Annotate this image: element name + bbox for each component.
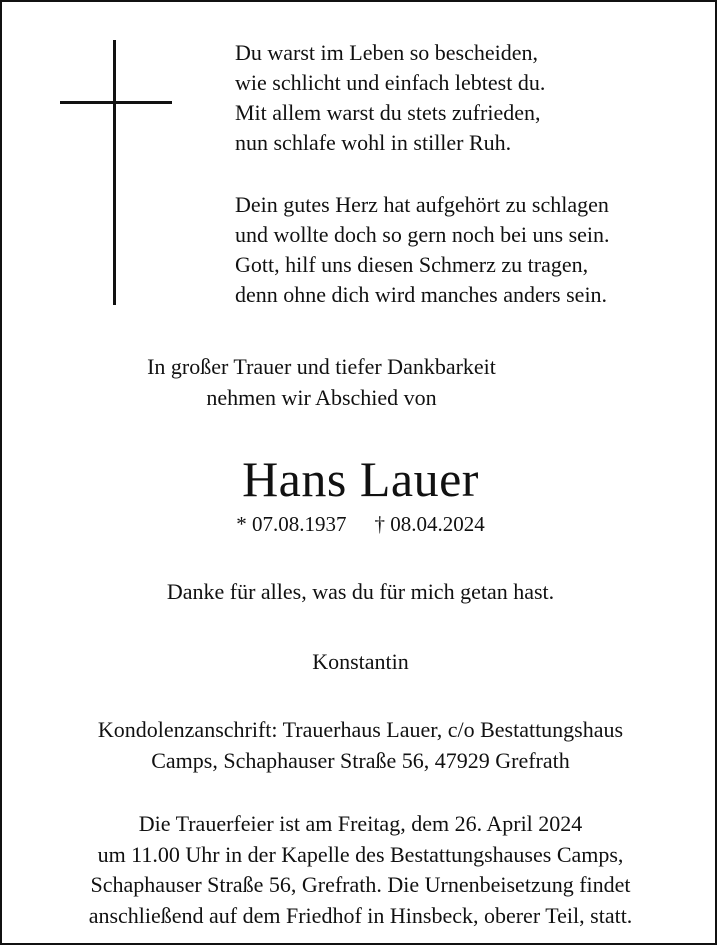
address-line: Kondolenzanschrift: Trauerhaus Lauer, c/o Bestattungshaus [97, 717, 624, 742]
signer-name: Konstantin [312, 649, 409, 674]
poem-line: wie schlicht und einfach lebtest du. [235, 70, 546, 95]
service-line: Die Trauerfeier ist am Freitag, dem 26. April 2024 [138, 811, 583, 836]
cross-horizontal-bar [60, 101, 172, 104]
deceased-name: Hans Lauer [242, 451, 479, 507]
service-details [2, 809, 717, 931]
service-line: um 11.00 Uhr in der Kapelle des Bestattungshauses Camps, [97, 841, 624, 867]
poem-line: Dein gutes Herz hat aufgehört zu schlagen [235, 192, 609, 217]
cross-vertical-bar [113, 40, 116, 305]
intro-line: In großer Trauer und tiefer Dankbarkeit [147, 354, 496, 379]
address-line: Camps, Schaphauser Straße 56, 47929 Grefrath [151, 748, 570, 773]
poem-line: Mit allem warst du stets zufrieden, [235, 100, 541, 125]
condolence-address [2, 714, 717, 776]
poem-line: denn ohne dich wird manches anders sein. [235, 282, 608, 307]
poem-line: und wollte doch so gern noch bei uns sein. [235, 222, 610, 247]
poem-line: Du warst im Leben so bescheiden, [235, 40, 539, 65]
service-line: Schaphauser Straße 56, Grefrath. Die Urnenbeisetzung findet [90, 872, 631, 897]
cross-icon [60, 40, 172, 305]
life-dates [2, 510, 717, 538]
thanks-line: Danke für alles, was du für mich getan hast. [166, 579, 555, 604]
death-date: † 08.04.2024 [374, 512, 485, 536]
poem-line: Gott, hilf uns diesen Schmerz zu tragen, [235, 252, 589, 277]
service-line: anschließend auf dem Friedhof in Hinsbeck, oberer Teil, statt. [88, 902, 633, 928]
poem-stanza-1 [235, 38, 705, 158]
poem-line: nun schlafe wohl in stiller Ruh. [235, 130, 512, 155]
intro-line: nehmen wir Abschied von [206, 385, 437, 410]
poem-stanza-2 [235, 190, 705, 310]
intro-text [2, 351, 717, 413]
birth-date: * 07.08.1937 [236, 512, 347, 536]
poem [235, 38, 705, 310]
